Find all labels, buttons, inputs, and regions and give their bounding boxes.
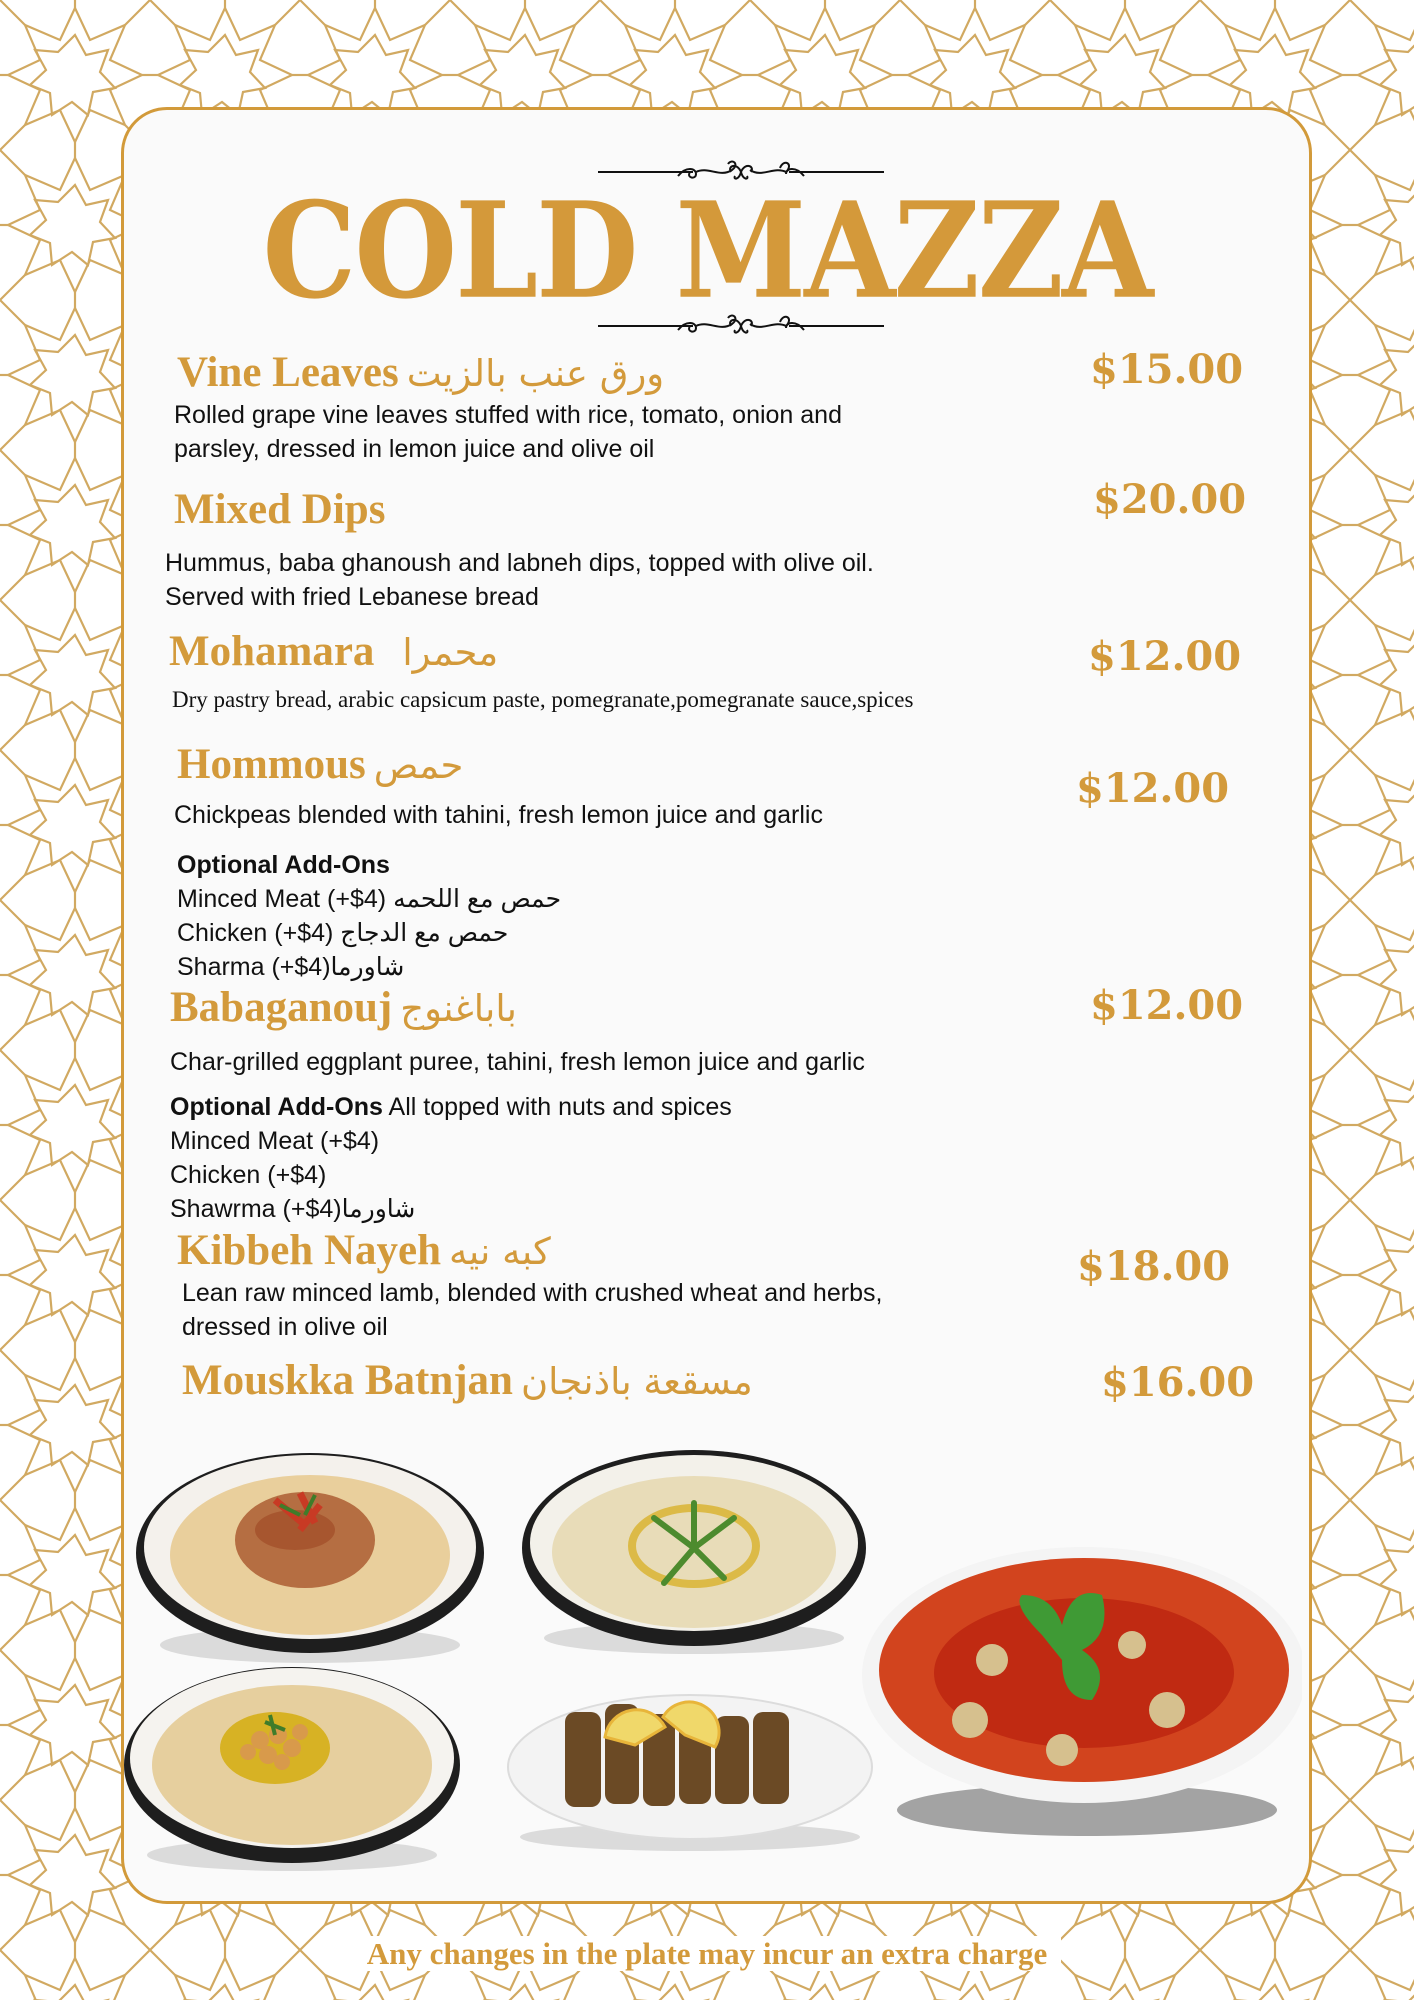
- description-line: parsley, dressed in lemon juice and olive oil: [174, 435, 655, 463]
- mohamara-photo: [862, 1545, 1302, 1845]
- menu-item-price-kibbeh-nayeh: $18.00: [1077, 1243, 1231, 1290]
- item-name-en: Mohamara: [169, 628, 375, 675]
- addons-note: All topped with nuts and spices: [382, 1093, 732, 1121]
- description-line: Lean raw minced lamb, blended with crushed wheat and herbs,: [182, 1279, 883, 1307]
- hommous-addons: [177, 848, 561, 984]
- menu-item-name-mixed-dips: [174, 485, 385, 535]
- page-title: COLD MAZZA: [262, 172, 1152, 329]
- hummus-with-chickpeas-photo: [120, 1660, 465, 1875]
- description-line: Char-grilled eggplant puree, tahini, fresh lemon juice and garlic: [170, 1048, 865, 1076]
- menu-item-price-mouskka-batnjan: $16.00: [1101, 1359, 1255, 1406]
- addon-item: Chicken (+$4) حمص مع الدجاج: [177, 919, 509, 947]
- menu-item-name-vine-leaves: [177, 348, 664, 399]
- menu-item-name-hommous: [177, 740, 463, 791]
- footer-note: [0, 1934, 1414, 1974]
- babaganouj-photo: [518, 1448, 870, 1658]
- addon-item: Shawrma (+$4)شاورما: [170, 1195, 416, 1223]
- hummus-with-shawarma-photo: [130, 1445, 490, 1670]
- description-line: Rolled grape vine leaves stuffed with rice, tomato, onion and: [174, 401, 842, 429]
- item-name-en: Babaganouj: [170, 984, 393, 1031]
- menu-item-name-kibbeh-nayeh: [177, 1226, 551, 1277]
- menu-item-price-vine-leaves: $15.00: [1090, 346, 1244, 393]
- item-name-en: Kibbeh Nayeh: [177, 1227, 442, 1274]
- menu-item-name-mohamara: [169, 627, 498, 678]
- description-line: Dry pastry bread, arabic capsicum paste, pomegranate,pomegranate sauce,spices: [172, 687, 914, 712]
- item-name-en: Mouskka Batnjan: [182, 1357, 513, 1404]
- description-line: Chickpeas blended with tahini, fresh lemon juice and garlic: [174, 801, 823, 829]
- menu-item-description-hommous: [174, 798, 823, 832]
- menu-item-price-mohamara: $12.00: [1088, 633, 1242, 680]
- item-name-en: Vine Leaves: [177, 349, 399, 396]
- menu-item-price-hommous: $12.00: [1076, 765, 1230, 812]
- vine-leaves-photo: [505, 1682, 875, 1852]
- addon-item: Minced Meat (+$4): [170, 1127, 380, 1155]
- menu-item-description-kibbeh-nayeh: [182, 1276, 882, 1344]
- addon-item: Chicken (+$4): [170, 1161, 327, 1189]
- menu-item-description-mohamara: [172, 683, 913, 717]
- item-name-ar: محمرا: [402, 631, 499, 674]
- flourish-ornament-bottom: [598, 314, 884, 338]
- menu-item-price-mixed-dips: $20.00: [1093, 476, 1247, 523]
- addons-title: Optional Add-Ons: [170, 1093, 383, 1121]
- description-line: Hummus, baba ghanoush and labneh dips, topped with olive oil.: [165, 549, 874, 577]
- description-line: dressed in olive oil: [182, 1313, 388, 1341]
- footer-text: Any changes in the plate may incur an extra charge: [353, 1936, 1062, 1971]
- item-name-en: Mixed Dips: [174, 486, 386, 533]
- item-name-ar: باباغنوج: [400, 987, 517, 1030]
- addon-item: Sharma (+$4)شاورما: [177, 953, 405, 981]
- menu-item-price-babaganouj: $12.00: [1090, 982, 1244, 1029]
- item-name-en: Hommous: [177, 741, 366, 788]
- description-line: Served with fried Lebanese bread: [165, 583, 539, 611]
- menu-item-description-vine-leaves: [174, 398, 842, 466]
- menu-item-description-mixed-dips: [165, 546, 874, 614]
- babaganouj-addons: [170, 1090, 732, 1226]
- menu-item-name-babaganouj: [170, 983, 517, 1034]
- item-name-ar: مسقعة باذنجان: [520, 1360, 753, 1403]
- item-name-ar: ورق عنب بالزيت: [406, 352, 665, 395]
- menu-item-description-babaganouj: [170, 1045, 865, 1079]
- item-name-ar: كبه نيه: [449, 1230, 551, 1273]
- item-name-ar: حمص: [373, 744, 464, 787]
- addons-title: Optional Add-Ons: [177, 851, 390, 879]
- menu-item-name-mouskka-batnjan: [182, 1356, 753, 1407]
- addon-item: Minced Meat (+$4) حمص مع اللحمه: [177, 885, 562, 913]
